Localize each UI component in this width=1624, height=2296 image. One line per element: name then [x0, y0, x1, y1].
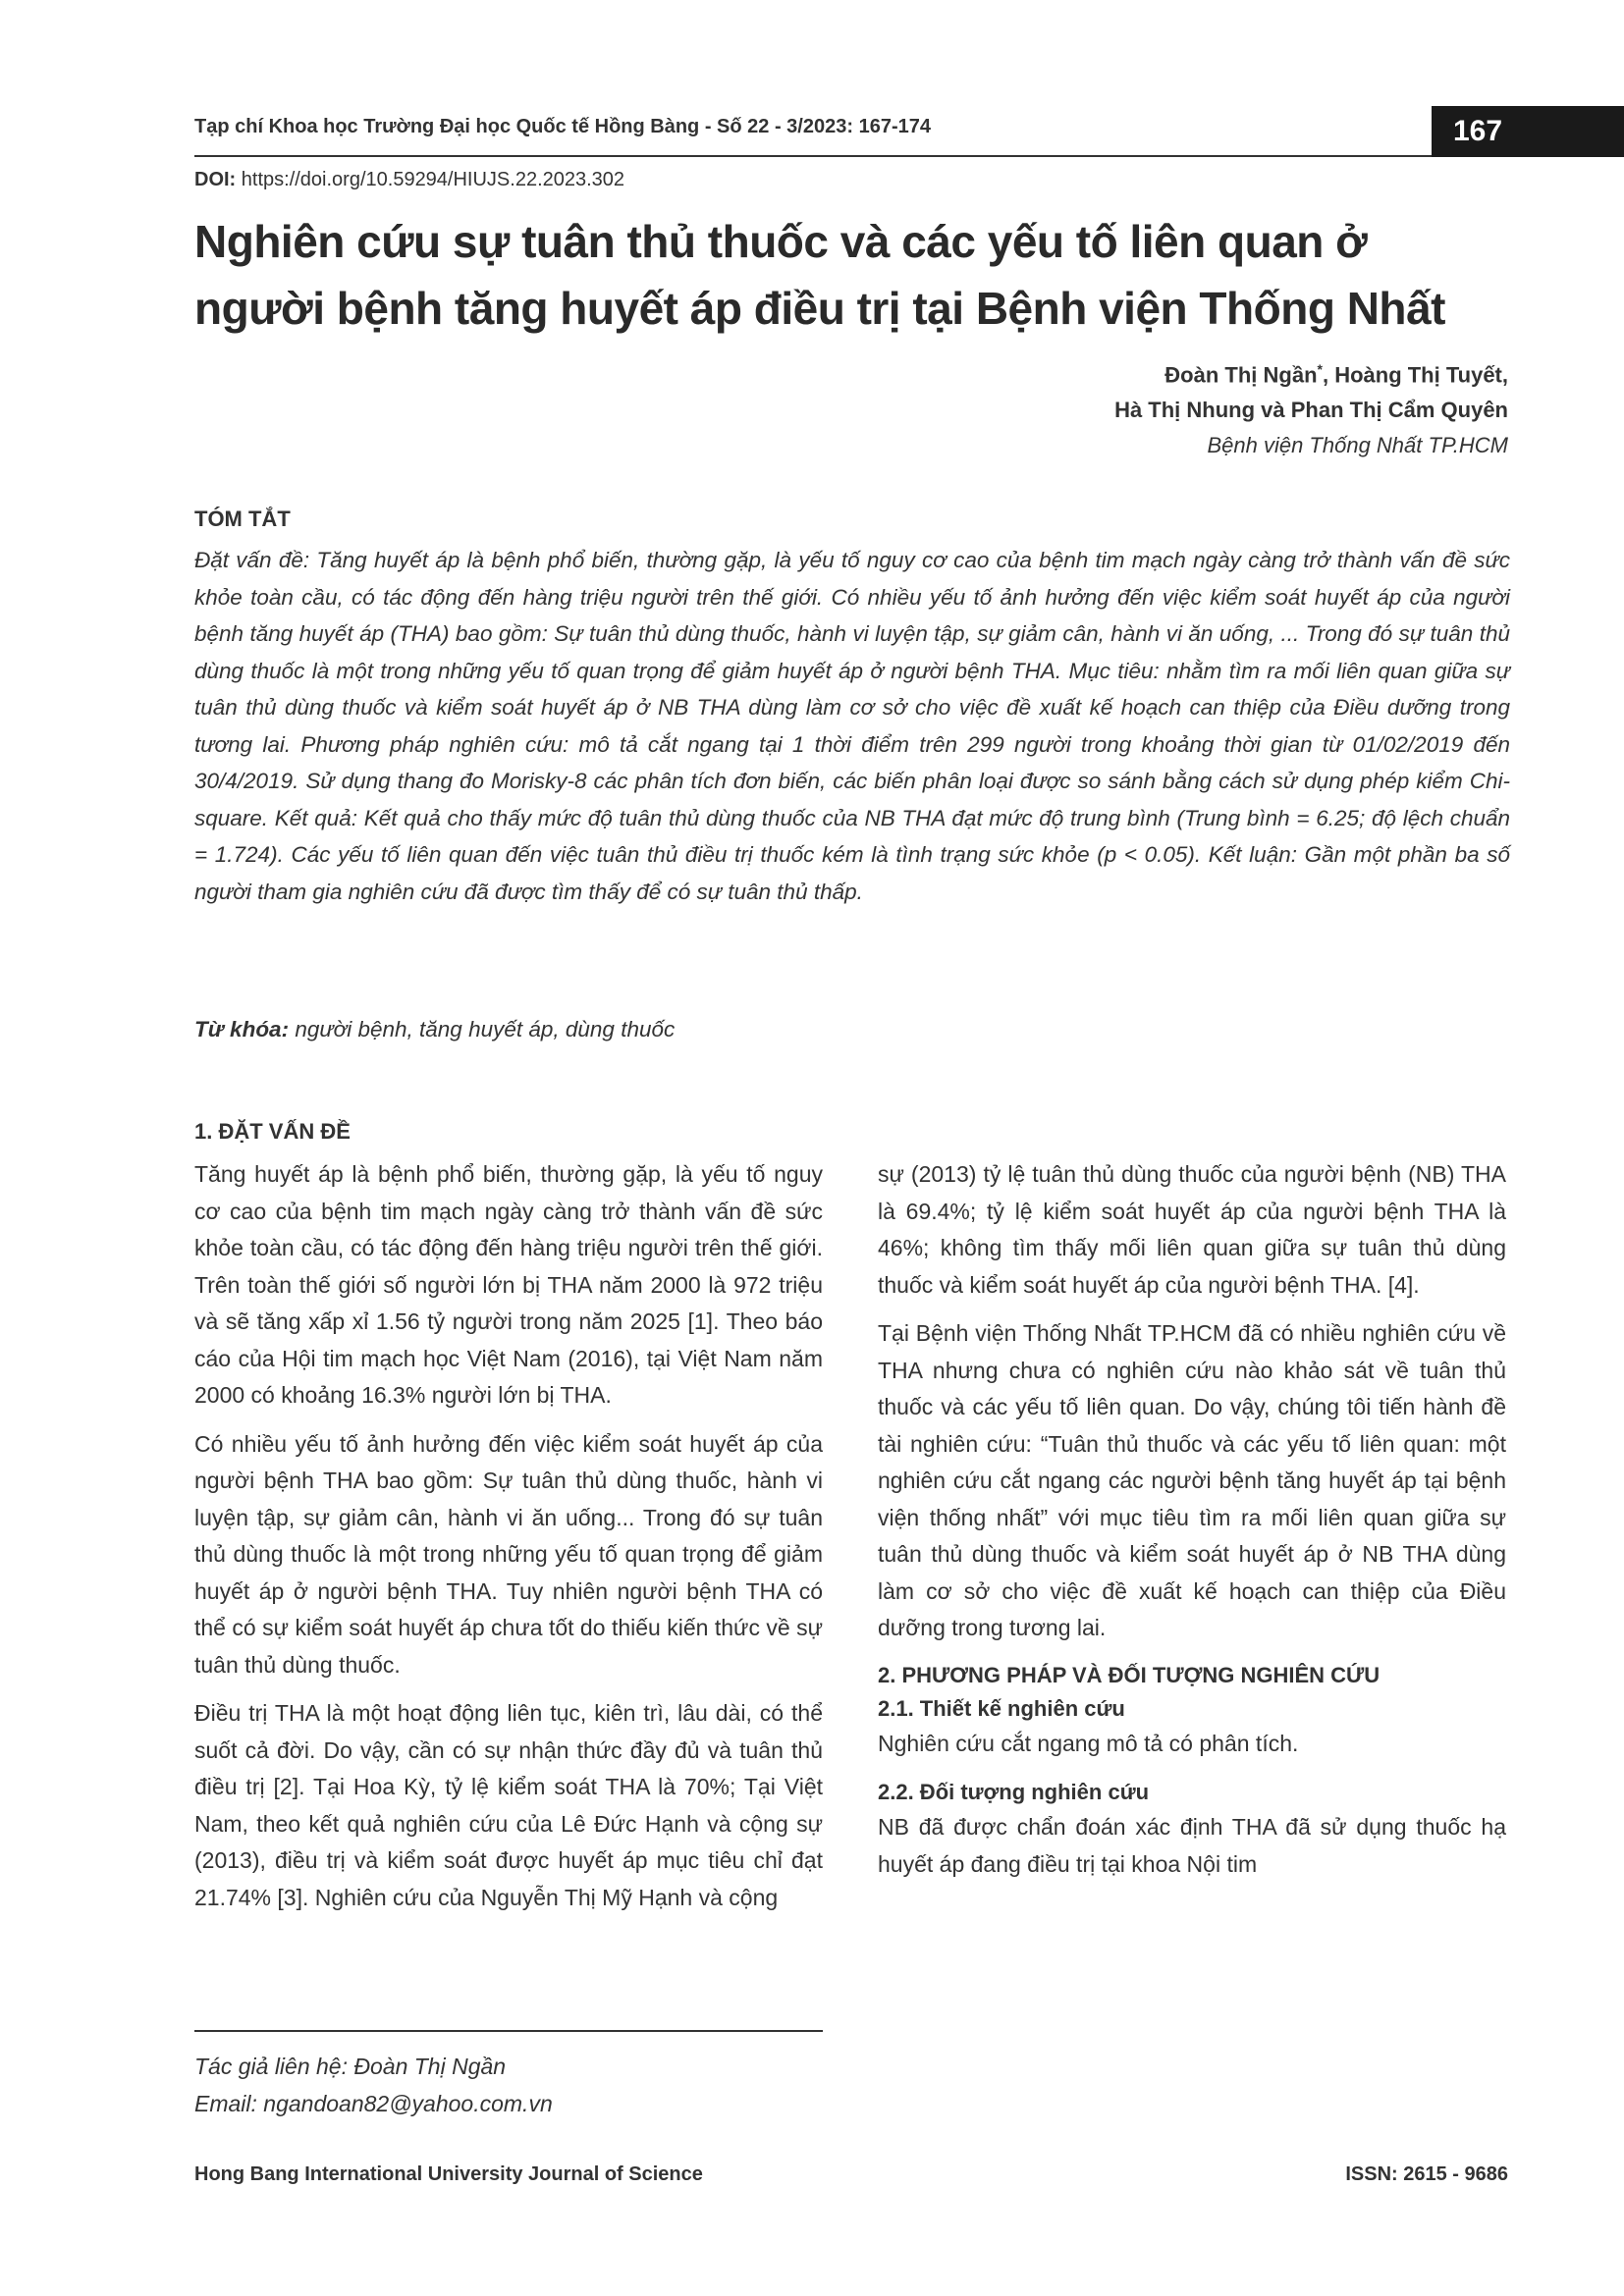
section-1-heading: 1. ĐẶT VẤN ĐỀ — [194, 1119, 351, 1144]
footnote-divider — [194, 2030, 823, 2032]
page-number-badge: 167 — [1432, 106, 1624, 157]
affiliation: Bệnh viện Thống Nhất TP.HCM — [1207, 433, 1508, 458]
paragraph: Nghiên cứu cắt ngang mô tả có phân tích. — [878, 1730, 1299, 1756]
authors-line-2: Hà Thị Nhung và Phan Thị Cẩm Quyên — [1114, 398, 1508, 423]
doi-line — [194, 169, 624, 191]
coauthor: , Hoàng Thị Tuyết, — [1322, 362, 1508, 388]
paragraph: NB đã được chẩn đoán xác định THA đã sử dụng thuốc hạ huyết áp đang điều trị tại khoa Nội tim — [878, 1814, 1506, 1877]
doi-link[interactable]: https://doi.org/10.59294/HIUJS.22.2023.302 — [236, 169, 625, 190]
journal-header: Tạp chí Khoa học Trường Đại học Quốc tế Hồng Bàng - Số 22 - 3/2023: 167-174 — [194, 116, 931, 137]
right-column — [878, 1156, 1506, 1895]
subsection-2-1-heading: 2.1. Thiết kế nghiên cứu — [878, 1695, 1125, 1721]
authors-block — [1114, 351, 1508, 463]
keywords — [194, 1017, 675, 1042]
corresponding-author: Tác giả liên hệ: Đoàn Thị Ngần — [194, 2054, 507, 2079]
paragraph: Có nhiều yếu tố ảnh hưởng đến việc kiểm soát huyết áp của người bệnh THA bao gồm: Sự tuân thủ dùng thuốc, hành vi luyện tập, sự giảm cân, hành vi ăn uống... Trong đó sự tuân thủ dùng thuốc là một trong những yếu tố quan trọng để giảm huyết áp ở người bệnh THA. Tuy nhiên người bệnh THA có thể có sự kiểm soát huyết áp chưa tốt do thiếu kiến thức về sự tuân thủ dùng thuốc. — [194, 1430, 823, 1678]
paragraph: Điều trị THA là một hoạt động liên tục, kiên trì, lâu dài, có thể suốt cả đời. Do vậy, cần có sự nhận thức đầy đủ và tuân thủ điều trị [2]. Tại Hoa Kỳ, tỷ lệ kiểm soát THA là 70%; Tại Việt Nam, theo kết quả nghiên cứu của Lê Đức Hạnh và cộng sự (2013), điều trị và kiểm soát được huyết áp mục tiêu chỉ đạt 21.74% [3]. Nghiên cứu của Nguyễn Thị Mỹ Hạnh và cộng — [194, 1700, 823, 1910]
left-column — [194, 1156, 823, 1928]
title-line-1: Nghiên cứu sự tuân thủ thuốc và các yếu tố liên quan ở — [194, 216, 1368, 267]
corresponding-mark: * — [1317, 361, 1323, 377]
section-2-heading: 2. PHƯƠNG PHÁP VÀ ĐỐI TƯỢNG NGHIÊN CỨU — [878, 1662, 1380, 1687]
footer-issn: ISSN: 2615 - 9686 — [1345, 2163, 1508, 2185]
authors-line-1 — [1114, 351, 1508, 393]
corresponding-email[interactable]: Email: ngandoan82@yahoo.com.vn — [194, 2091, 553, 2116]
abstract-heading: TÓM TẮT — [194, 507, 291, 531]
first-author: Đoàn Thị Ngần — [1164, 362, 1318, 388]
paragraph: Tại Bệnh viện Thống Nhất TP.HCM đã có nhiều nghiên cứu về THA nhưng chưa có nghiên cứu nào khảo sát về tuân thủ thuốc và các yếu tố liên quan. Do vậy, chúng tôi tiến hành đề tài nghiên cứu: “Tuân thủ thuốc và các yếu tố liên quan: một nghiên cứu cắt ngang các người bệnh tăng huyết áp tại bệnh viện thống nhất” với mục tiêu tìm ra mối liên quan giữa sự tuân thủ dùng thuốc và kiểm soát huyết áp ở NB THA dùng làm cơ sở cho việc đề xuất kế hoạch can thiệp của Điều dưỡng trong tương lai. — [878, 1320, 1506, 1640]
title-line-2: người bệnh tăng huyết áp điều trị tại Bệnh viện Thống Nhất — [194, 283, 1445, 334]
keywords-label: Từ khóa: — [194, 1017, 290, 1041]
subsection-2-2-heading: 2.2. Đối tượng nghiên cứu — [878, 1780, 1150, 1804]
doi-label: DOI: — [194, 169, 237, 190]
footer-journal: Hong Bang International University Journal of Science — [194, 2163, 703, 2185]
header-divider — [194, 155, 1432, 157]
paragraph: Tăng huyết áp là bệnh phổ biến, thường gặp, là yếu tố nguy cơ cao của bệnh tim mạch ngày càng trở thành vấn đề sức khỏe toàn cầu, có tác động đến hàng triệu người trên thế giới. Trên toàn thế giới số người lớn bị THA năm 2000 là 972 triệu và sẽ tăng xấp xỉ 1.56 tỷ người trong năm 2025 [1]. Theo báo cáo của Hội tim mạch học Việt Nam (2016), tại Việt Nam năm 2000 có khoảng 16.3% người lớn bị THA. — [194, 1161, 823, 1408]
keywords-value: người bệnh, tăng huyết áp, dùng thuốc — [289, 1017, 676, 1041]
correspondence-note — [194, 2048, 553, 2122]
paragraph: sự (2013) tỷ lệ tuân thủ dùng thuốc của người bệnh (NB) THA là 69.4%; tỷ lệ kiểm soát huyết áp của người bệnh THA là 46%; không tìm thấy mối liên quan giữa sự tuân thủ dùng thuốc và kiểm soát huyết áp của người bệnh THA. [4]. — [878, 1161, 1506, 1298]
abstract-body: Đặt vấn đề: Tăng huyết áp là bệnh phổ biến, thường gặp, là yếu tố nguy cơ cao của bệnh tim mạch ngày càng trở thành vấn đề sức khỏe toàn cầu, có tác động đến hàng triệu người trên thế giới. Có nhiều yếu tố ảnh hưởng đến việc kiểm soát huyết áp của người bệnh tăng huyết áp (THA) bao gồm: Sự tuân thủ dùng thuốc, hành vi luyện tập, sự giảm cân, hành vi ăn uống, ... Trong đó sự tuân thủ dùng thuốc là một trong những yếu tố quan trọng để giảm huyết áp ở người bệnh THA. Mục tiêu: nhằm tìm ra mối liên quan giữa sự tuân thủ dùng thuốc và kiểm soát huyết áp ở NB THA dùng làm cơ sở cho việc đề xuất kế hoạch can thiệp của Điều dưỡng trong tương lai. Phương pháp nghiên cứu: mô tả cắt ngang tại 1 thời điểm trên 299 người trong khoảng thời gian từ 01/02/2019 đến 30/4/2019. Sử dụng thang đo Morisky-8 các phân tích đơn biến, các biến phân loại được so sánh bằng cách sử dụng phép kiểm Chi-square. Kết quả: Kết quả cho thấy mức độ tuân thủ dùng thuốc của NB THA đạt mức độ trung bình (Trung bình = 6.25; độ lệch chuẩn = 1.724). Các yếu tố liên quan đến việc tuân thủ điều trị thuốc kém là tình trạng sức khỏe (p < 0.05). Kết luận: Gần một phần ba số người tham gia nghiên cứu đã được tìm thấy để có sự tuân thủ thấp. — [194, 548, 1510, 904]
article-title — [194, 208, 1510, 342]
